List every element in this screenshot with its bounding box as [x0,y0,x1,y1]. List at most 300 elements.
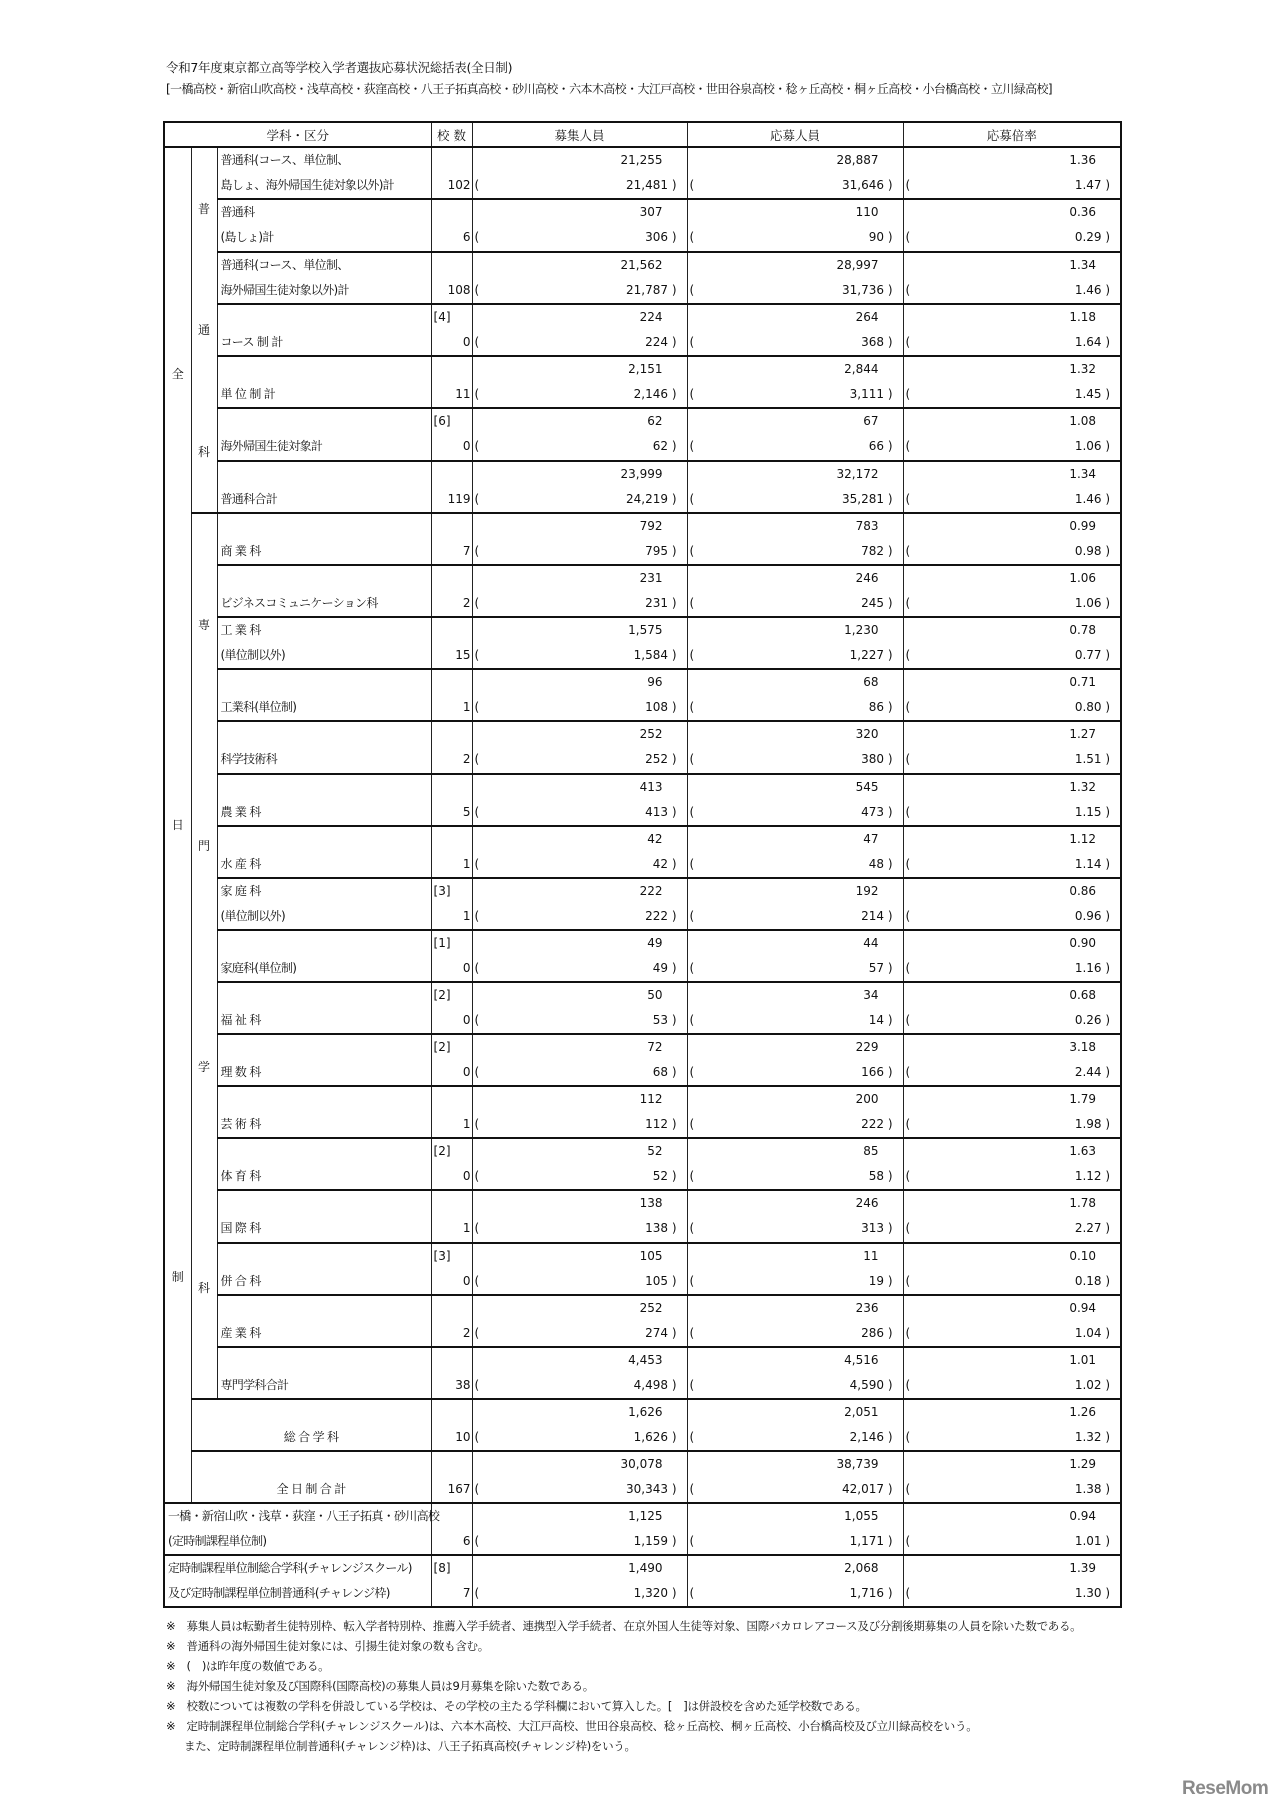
school-count-note: [2] [433,1040,451,1055]
ratio-previous-value: 0.77 [1074,648,1102,663]
ratio-previous [904,1269,1121,1294]
row-label [164,1503,440,1555]
table-row [164,1034,1121,1086]
paren-open: ( [689,752,695,767]
ratio-current: 1.12 [1069,831,1097,846]
paren-open: ( [905,804,911,819]
paren-open: ( [474,439,480,454]
app-cell [687,199,903,251]
cap-current: 21,255 [620,153,663,167]
paren-open: ( [905,908,911,923]
table-row [164,252,1121,304]
ratio-current: 3.18 [1069,1040,1097,1055]
paren-close: ) [1101,1221,1111,1236]
cap-previous [473,1529,687,1554]
cap-previous-value: 1,320 [633,1586,669,1600]
row-label [217,1243,431,1295]
footnote: ※ 定時制課程単位制総合学科(チャレンジスクール)は、六本木高校、大江戸高校、世田谷泉高校、稔ヶ丘高校、桐ヶ丘高校、小台橋高校及び立川緑高校をいう。 [166,1719,978,1733]
ratio-previous-value: 2.44 [1074,1065,1102,1080]
paren-open: ( [905,387,911,402]
paren-open: ( [474,1534,480,1548]
paren-open: ( [905,282,911,297]
paren-open: ( [474,1325,480,1340]
paren-close: ) [1101,1534,1111,1548]
cap-cell [472,1243,687,1295]
paren-open: ( [474,648,480,663]
row-label-line: 総 合 学 科 [283,1430,339,1444]
row-label-line: 普通科(コース、単位制、 [220,257,349,272]
paren-close: ) [668,439,677,454]
paren-close: ) [668,334,677,349]
ratio-cell [903,513,1121,565]
school-count-value: 15 [455,648,471,663]
table-row [164,1190,1121,1242]
paren-close: ) [884,1273,893,1288]
app-cell [687,669,903,721]
ratio-cell [903,826,1121,878]
cap-cell [472,356,687,408]
row-label [191,1399,431,1451]
cap-previous [473,1269,687,1294]
paren-open: ( [905,544,911,558]
school-count-value: 6 [462,230,471,245]
school-count-note [432,462,472,487]
ratio-current: 0.94 [1069,1509,1097,1523]
paren-open: ( [905,439,911,454]
app-current: 236 [855,1300,879,1315]
cap-cell [472,513,687,565]
paren-close: ) [884,960,893,975]
app-previous-value: 48 [868,856,885,871]
table-row [164,147,1121,199]
app-cell [687,147,903,199]
cap-previous-value: 30,343 [626,1482,669,1496]
school-count-value: 0 [462,1012,471,1027]
paren-open: ( [905,178,911,192]
app-previous-value: 368 [861,334,885,349]
app-previous [688,1425,903,1450]
row-label-line [218,983,431,1008]
cap-previous [473,1581,687,1606]
ratio-previous-value: 1.04 [1074,1325,1102,1340]
school-count-note [432,1296,472,1321]
school-count-note: [8] [433,1561,451,1575]
paren-open: ( [689,1065,695,1080]
school-count-note [432,722,472,747]
group-char: 門 [197,839,210,853]
paren-close: ) [1101,804,1111,819]
ratio-previous [904,1529,1121,1554]
paren-open: ( [689,1221,695,1236]
ratio-previous [904,173,1121,198]
cap-current: 252 [639,727,663,742]
paren-open: ( [474,178,480,192]
ratio-previous-value: 1.51 [1074,752,1102,767]
app-current: 68 [863,675,879,690]
row-label [217,1086,431,1138]
ratio-previous [904,330,1121,355]
school-count-value: 0 [462,1273,471,1288]
cap-previous [473,591,687,616]
paren-open: ( [905,1586,911,1600]
app-cell [687,1555,903,1607]
app-cell [687,408,903,460]
paren-close: ) [884,752,893,767]
ratio-previous-value: 0.98 [1074,544,1102,558]
app-previous-value: 222 [861,1117,885,1132]
ratio-previous [904,1581,1121,1606]
paren-close: ) [668,1273,677,1288]
paren-close: ) [1101,1586,1111,1600]
paren-close: ) [1101,856,1111,871]
cap-previous [473,1477,687,1502]
row-label [217,356,431,408]
paren-open: ( [474,856,480,871]
ratio-cell [903,408,1121,460]
cap-current: 52 [647,1144,663,1159]
paren-close: ) [668,856,677,871]
table-row [164,930,1121,982]
cap-previous-value: 1,584 [633,648,669,663]
row-label-line: (単位制以外) [220,648,285,663]
app-previous-value: 2,146 [849,1430,885,1444]
cap-current: 231 [639,571,663,586]
app-previous-value: 245 [861,596,885,611]
cap-current: 222 [639,883,663,898]
paren-open: ( [474,1482,480,1496]
paren-close: ) [1101,1117,1111,1132]
paren-close: ) [884,856,893,871]
cap-current: 252 [639,1300,663,1315]
paren-open: ( [474,1221,480,1236]
ratio-current: 1.39 [1069,1561,1097,1575]
row-label [217,669,431,721]
group-char: 通 [197,323,210,338]
cap-previous [473,852,687,877]
row-label [217,1034,431,1086]
header-capacity: 募集人員 [472,122,687,147]
app-current: 320 [855,727,879,742]
cap-previous-value: 795 [645,544,669,558]
ratio-previous [904,956,1121,981]
paren-close: ) [1101,544,1111,558]
cap-cell [472,1555,687,1607]
ratio-previous [904,382,1121,407]
app-current: 1,230 [844,623,879,638]
cap-cell [472,304,687,356]
ratio-cell [903,930,1121,982]
school-count [431,1243,472,1295]
paren-open: ( [689,491,695,506]
cap-previous [473,1164,687,1189]
school-count-note [432,253,472,278]
cap-current: 307 [639,205,663,220]
paren-close: ) [668,387,677,402]
cap-current: 413 [639,779,663,794]
paren-close: ) [884,1325,893,1340]
ratio-previous [904,1321,1121,1346]
paren-close: ) [884,1377,893,1392]
ratio-cell [903,1138,1121,1190]
app-previous [688,382,903,407]
app-previous [688,434,903,459]
paren-open: ( [474,1169,480,1184]
app-current: 2,068 [844,1561,879,1575]
app-previous-value: 1,227 [849,648,885,663]
cap-current: 1,490 [628,1561,663,1575]
cap-cell [472,147,687,199]
cap-previous-value: 224 [645,334,669,349]
footnote: ※ 海外帰国生徒対象及び国際科(国際高校)の募集人員は9月募集を除いた数である。 [166,1679,594,1693]
paren-close: ) [1101,960,1111,975]
paren-close: ) [884,596,893,611]
app-cell [687,930,903,982]
cap-previous [473,800,687,825]
paren-open: ( [474,230,480,245]
application-summary-table [163,121,1122,1608]
paren-close: ) [1101,908,1111,923]
futsu-group-label [191,147,217,513]
cap-previous-value: 138 [645,1221,669,1236]
row-label-line [218,305,431,330]
row-label [217,774,431,826]
ratio-cell [903,1190,1121,1242]
paren-open: ( [689,1273,695,1288]
app-current: 34 [863,987,879,1002]
app-previous [688,1321,903,1346]
ratio-previous [904,1008,1121,1033]
school-count-value: 7 [462,1586,471,1600]
cap-current: 21,562 [620,257,663,272]
paren-open: ( [689,1586,695,1600]
paren-close: ) [668,544,677,558]
school-count [431,304,472,356]
app-cell [687,1243,903,1295]
ratio-previous-value: 1.12 [1074,1169,1102,1184]
app-previous-value: 473 [861,804,885,819]
ratio-previous-value: 1.02 [1074,1377,1102,1392]
paren-close: ) [668,596,677,611]
cap-current: 30,078 [620,1457,663,1471]
paren-close: ) [884,1169,893,1184]
app-previous [688,1112,903,1137]
ratio-current: 0.94 [1069,1300,1097,1315]
paren-close: ) [668,1534,677,1548]
row-label-line: 海外帰国生徒対象以外)計 [220,282,349,297]
cap-current: 4,453 [628,1352,663,1367]
app-previous-value: 14 [868,1012,885,1027]
paren-open: ( [474,1065,480,1080]
paren-open: ( [474,960,480,975]
paren-open: ( [689,1534,695,1548]
row-label-line: 芸 術 科 [220,1117,261,1132]
school-count [431,1295,472,1347]
app-cell [687,565,903,617]
app-cell [687,356,903,408]
row-label [217,1190,431,1242]
ratio-current: 1.29 [1069,1457,1097,1471]
app-cell [687,826,903,878]
ratio-current: 1.26 [1069,1405,1097,1419]
ratio-previous-value: 1.15 [1074,804,1102,819]
school-count [431,1555,472,1607]
table-row [164,826,1121,878]
paren-close: ) [668,1221,677,1236]
cap-current: 1,575 [628,623,663,638]
table-row [164,669,1121,721]
app-cell [687,1190,903,1242]
paren-open: ( [689,178,695,192]
ratio-previous-value: 1.32 [1074,1430,1102,1444]
row-label-line [218,1035,431,1060]
app-previous [688,643,903,668]
footnote: ※ 募集人員は転勤者生徒特別枠、転入学者特別枠、推薦入学手続者、連携型入学手続者、在京外国人生徒等対象、国際バカロレアコース及び分割後期募集の人員を除いた数である。 [166,1619,1082,1633]
cap-cell [472,878,687,930]
app-cell [687,252,903,304]
ratio-current: 0.71 [1069,675,1097,690]
table-row [164,878,1121,930]
paren-open: ( [474,1377,480,1392]
school-count-note [432,200,472,225]
row-label-line: 海外帰国生徒対象計 [220,439,323,454]
ratio-cell [903,1451,1121,1503]
school-count-note [432,357,472,382]
app-previous [688,1477,903,1502]
app-cell [687,461,903,513]
header-row [164,122,1121,147]
cap-cell [472,1190,687,1242]
ratio-current: 1.34 [1069,466,1097,481]
row-label-line: 普通科(コース、単位制、 [220,153,349,167]
row-label-line: 家 庭 科 [220,883,261,898]
cap-previous-value: 108 [645,700,669,715]
ratio-cell [903,461,1121,513]
school-count-value: 1 [462,908,471,923]
row-label-line [218,670,431,695]
school-count-value: 0 [462,439,471,454]
school-count [431,565,472,617]
row-label-line [192,1452,431,1477]
paren-open: ( [905,230,911,245]
paren-close: ) [1101,596,1111,611]
paren-close: ) [884,1586,893,1600]
paren-open: ( [905,1482,911,1496]
cap-cell [472,1034,687,1086]
row-label-line [218,1139,431,1164]
ratio-previous-value: 1.98 [1074,1117,1102,1132]
app-cell [687,1503,903,1555]
paren-close: ) [1101,178,1111,192]
school-count [431,1034,472,1086]
cap-cell [472,930,687,982]
paren-close: ) [1101,334,1111,349]
row-label [217,826,431,878]
app-previous [688,330,903,355]
school-count-value: 10 [455,1430,471,1444]
paren-close: ) [1101,387,1111,402]
ratio-current: 0.10 [1069,1248,1097,1263]
school-count [431,1190,472,1242]
row-label-line: 及び定時制課程単位制普通科(チャレンジ枠) [168,1586,390,1600]
app-previous-value: 31,736 [842,282,885,297]
cap-current: 72 [647,1040,663,1055]
school-count-note [432,1191,472,1216]
cap-previous-value: 4,498 [633,1377,669,1392]
ratio-previous [904,800,1121,825]
cap-previous-value: 1,159 [633,1534,669,1548]
table-row [164,565,1121,617]
app-current: 32,172 [836,466,879,481]
row-label-line: 普通科 [220,205,255,220]
cap-previous [473,434,687,459]
row-label [217,147,431,199]
paren-open: ( [689,804,695,819]
school-count [431,147,472,199]
app-previous-value: 380 [861,752,885,767]
ratio-previous [904,225,1121,250]
school-count [431,252,472,304]
cap-current: 62 [647,414,663,429]
ratio-previous [904,643,1121,668]
paren-open: ( [689,1169,695,1184]
cap-current: 112 [639,1092,663,1107]
app-previous [688,1008,903,1033]
row-label [217,513,431,565]
school-count-note: [3] [433,1248,451,1263]
resemom-logo: ReseMom [1182,1778,1269,1799]
app-previous-value: 1,716 [849,1586,885,1600]
row-label [217,721,431,773]
cap-cell [472,565,687,617]
ratio-previous-value: 1.16 [1074,960,1102,975]
school-count-note [432,514,472,539]
paren-close: ) [668,1012,677,1027]
ratio-cell [903,669,1121,721]
row-label [217,408,431,460]
paren-close: ) [668,1430,677,1444]
cap-previous [473,278,687,303]
row-label-line [218,827,431,852]
table-row [164,721,1121,773]
cap-previous [473,1373,687,1398]
paren-close: ) [668,1169,677,1184]
school-count-value: 1 [462,700,471,715]
app-previous [688,1216,903,1241]
document-subtitle: [一橋高校・新宿山吹高校・浅草高校・荻窪高校・八王子拓真高校・砂川高校・六本木高校・大江戸高校・世田谷泉高校・稔ヶ丘高校・桐ヶ丘高校・小台橋高校・立川緑高校] [166,82,1052,96]
paren-close: ) [668,1325,677,1340]
ratio-cell [903,878,1121,930]
paren-close: ) [884,230,893,245]
table-row [164,1555,1121,1607]
school-count-note [432,1348,472,1373]
app-previous-value: 86 [868,700,885,715]
school-count-note [432,670,472,695]
ratio-previous-value: 0.80 [1074,700,1102,715]
row-label-line: 島しょ、海外帰国生徒対象以外)計 [220,178,394,192]
paren-open: ( [689,544,695,558]
footnote: ※ ( )は昨年度の数値である。 [166,1659,330,1673]
paren-open: ( [905,596,911,611]
school-count-value: 2 [462,596,471,611]
table-row [164,774,1121,826]
row-label-line [218,722,431,747]
paren-open: ( [689,230,695,245]
paren-close: ) [1101,1012,1111,1027]
paren-close: ) [668,1482,677,1496]
cap-previous-value: 68 [652,1065,669,1080]
app-previous-value: 3,111 [849,387,885,402]
ratio-previous-value: 0.26 [1074,1012,1102,1027]
